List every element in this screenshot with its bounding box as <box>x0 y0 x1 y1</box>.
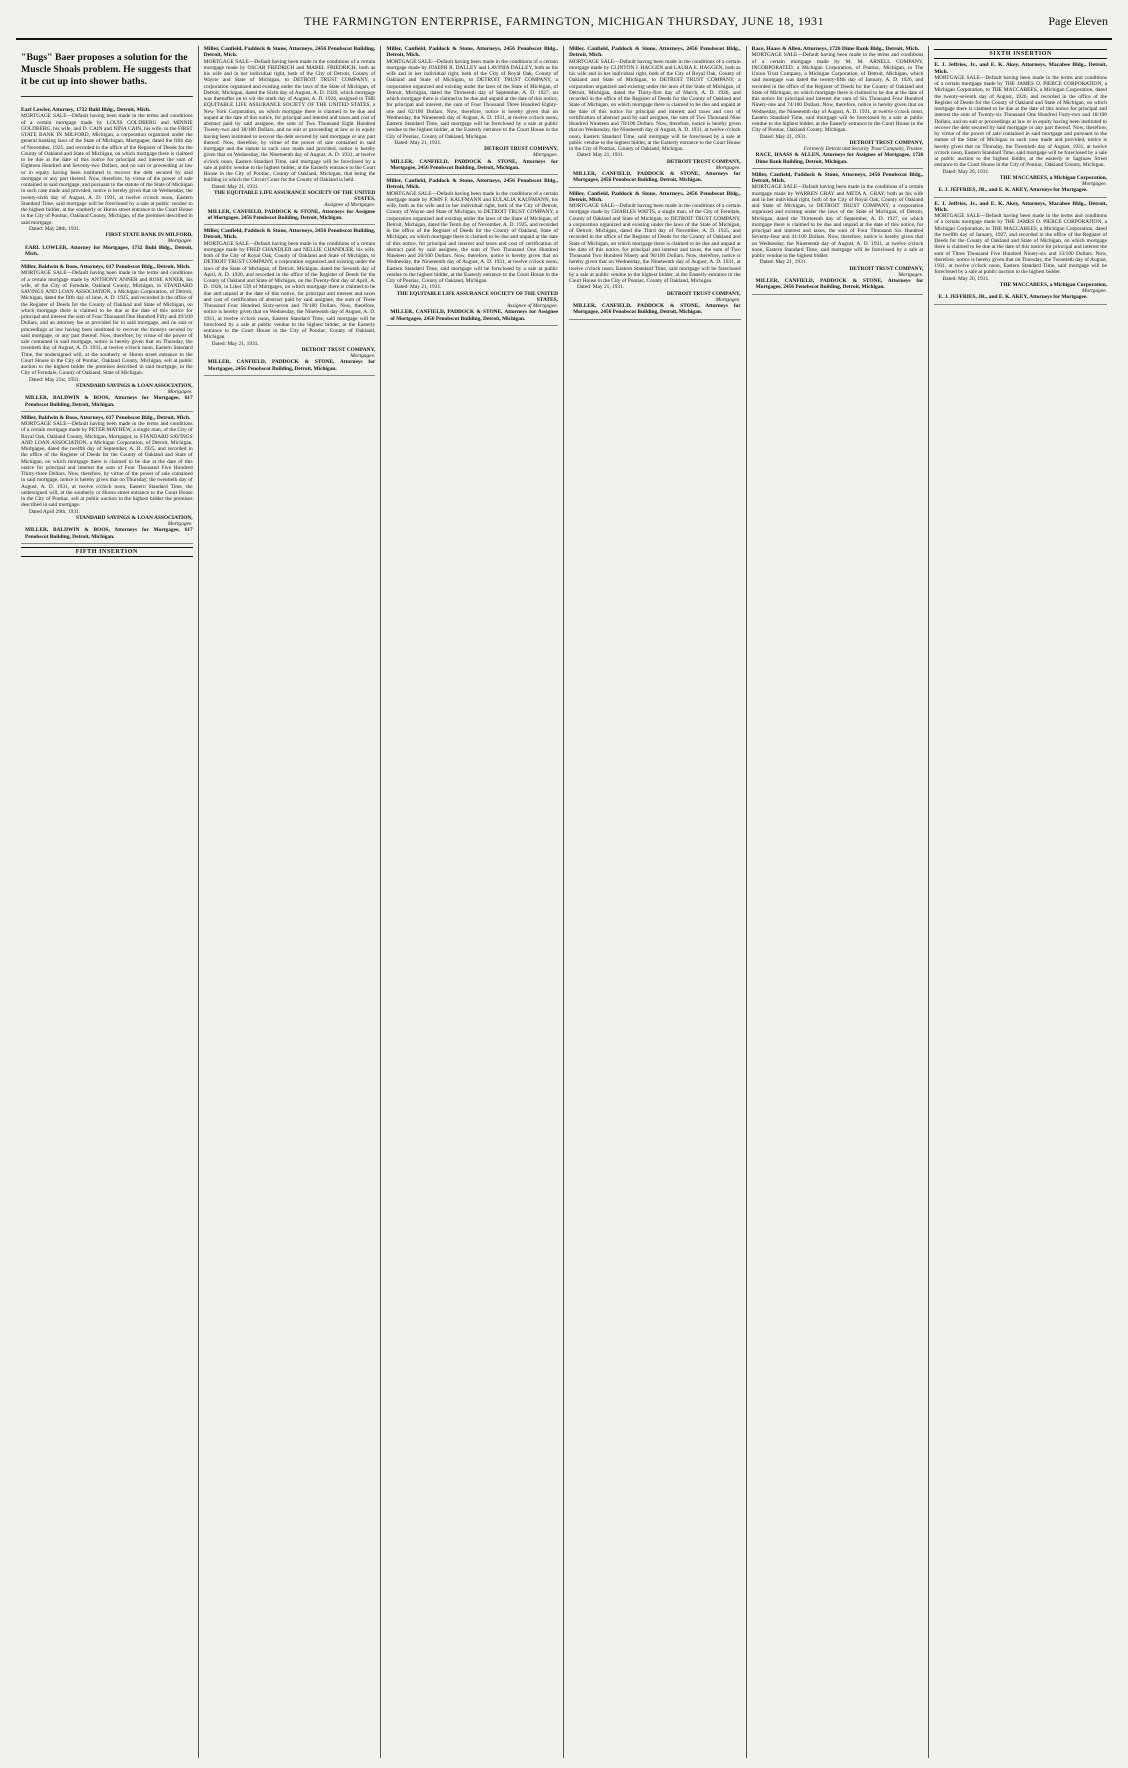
notice-signature: THE EQUITABLE LIFE ASSURANCE SOCIETY OF THE UNITED STATES, <box>396 290 558 303</box>
notice-signature: FIRST STATE BANK IN MILFORD, <box>105 232 193 238</box>
notice-body: MORTGAGE SALE—Default having been made in the conditions of a certain mortgage made by CHARLES WATTS, a single man, of the City of Ferndale, County of Oakland and State of Michigan, to DETROIT TRUST COMPANY, a corporation organized and existing under the laws of the State of Michigan, of Detroit, Michigan, dated the Third day of November, A. D. 1925, and recorded in the office of the Register of Deeds for the County of Oakland and State of Michigan, on which mortgage there is claimed to be due and unpaid at the date of this notice, for principal and interest and taxes, the sum of Two Thousand Two Hundred Ninety and 96/100 Dollars. Now, therefore, notice is hereby given that on Wednesday, the Nineteenth day of August, A. D. 1931, at twelve o'clock noon, Eastern Standard Time, said mortgage will be foreclosed by a sale at public vendue to the highest bidder, at the Easterly entrance to the Court House in the City of Pontiac, County of Oakland, Michigan. <box>569 203 741 284</box>
notice-date: Dated: May 21st, 1931. <box>29 376 80 383</box>
notice-body: MORTGAGE SALE—Default having been made in the conditions of a certain mortgage made by WARREN GRAY and META A. GRAY, both as his wife and in her individual right, both of the City of Royal Oak, County of Oakland and State of Michigan, to DETROIT TRUST COMPANY, a corporation organized and existing under the laws of the State of Michigan, of Detroit, Michigan, dated the Thirteenth day of September, A. D. 1927, on which mortgage there is claimed to be due and unpaid at the date of this notice, for principal and interest and taxes, the sum of Four Thousand Six Hundred Seventy-four and 41/100 Dollars. Now, therefore, notice is hereby given that on Wednesday, the Nineteenth day of August, A. D. 1931, at twelve o'clock noon, Eastern Standard Time, said mortgage will be foreclosed by a sale at public vendue to the highest bidder. <box>751 184 924 259</box>
notice-attorneys: MILLER, CANFIELD, PADDOCK & STONE, Attorneys for Assignee of Mortgagee, 2456 Penobscot Building, Detroit, Michigan. <box>207 208 376 221</box>
column-2 <box>199 46 382 1758</box>
notice-attorneys: MILLER, BALDWIN & BOOS, Attorneys for Mortgagee, 617 Penobscot Building, Detroit, Michigan. <box>25 395 193 408</box>
notice-role: Mortgagee. <box>350 353 376 359</box>
column-6 <box>929 46 1112 1758</box>
notice-body: MORTGAGE SALE—Default having been made in the terms and conditions of a certain mortgage made by LOUIS GOLDBERG and MINNIE GOLDBERG, his wife, and D. CAIN and NINA CAIN, his wife, to the FIRST STATE BANK IN MILFORD, Michigan, a corporation organized under the general banking laws of the State of Michigan, Mortgagee, dated the fifth day of November, 1925, and recorded in the office of the Register of Deeds for the County of Oakland and State of Michigan, on which mortgage there is claimed to be due at the date of this notice for principal and interest the sum of Eighteen Hundred and Seventy-two Dollars, and no suit or proceeding at law or in equity having been instituted to recover the debt secured by said mortgage or any part thereof. Now, therefore, by virtue of the power of sale contained in said mortgage, and pursuant to the statute of the State of Michigan in such case made and provided, notice is hereby given that on Wednesday, the twenty-sixth day of August, A. D. 1931, at twelve o'clock noon, Eastern Standard Time, said mortgage will be foreclosed by a sale at public vendue to the highest bidder, at the southerly or Huron street entrance to the Court House in the City of Pontiac, Oakland County, Michigan, of the premises described in said mortgage. <box>21 113 193 226</box>
notice-date: Dated: May 20, 1931. <box>942 275 990 282</box>
legal-notice <box>752 46 924 169</box>
notice-body: MORTGAGE SALE—Default having been made in the conditions of a certain mortgage made by OSCAR FREDRICH and MABEL FRIEDRICH, both as his wife and in her individual right, both of the City of Detroit, County of Wayne and State of Michigan, to DETROIT TRUST COMPANY, a corporation organized and existing under the laws of the State of Michigan, of Detroit, Michigan, dated the Sixth day of August, A. D. 1926, which mortgage was thereafter on to wit the ninth day of August, A. D. 1926, assigned to THE EQUITABLE LIFE ASSURANCE SOCIETY OF THE UNITED STATES, a New York Corporation, on which mortgage there is claimed to be due and unpaid at the date of this notice, for principal and interest and taxes and cost of abstract paid by said assignee, the sum of Two Thousand Eight Hundred Twenty-two and 38/100 Dollars, and no suit or proceeding at law or in equity having been instituted to recover the debt secured by said mortgage or any part thereof. Now, therefore, by virtue of the power of sale contained in said mortgage and the statute in such case made and provided, notice is hereby given that on Wednesday, the Nineteenth day of August, A. D. 1931, at twelve o'clock noon, Eastern Standard Time, said mortgage will be foreclosed by a sale at public vendue to the highest bidder, at the Easterly entrance to the Court House in the City of Pontiac, County of Oakland, Michigan, that being the building in which the Circuit Court for the County of Oakland is held. <box>203 58 376 184</box>
notice-body: MORTGAGE SALE—Default having been made in the terms and conditions of a certain mortgage made by PETER MAYHEW, a single man, of the City of Royal Oak, Oakland County, Michigan, Mortgagor, to STANDARD SAVINGS AND LOAN ASSOCIATION, a Michigan Corporation, of Detroit, Michigan, Mortgagee, dated the twelfth day of September, A. D. 1925, and recorded in the office of the Register of Deeds for the County of Oakland and State of Michigan, on which mortgage there is claimed to be due at the date of this notice for principal and interest the sum of Four Thousand Five Hundred Thirty-three Dollars. Now, therefore, by virtue of the power of sale contained in said mortgage, notice is hereby given that on Thursday, the twentieth day of August, A. D. 1931, at twelve o'clock noon, Eastern Standard Time, the undersigned will, at the southerly or Huron street entrance to the Court House in the City of Pontiac, sell at public auction to the highest bidder the premises described in said mortgage. <box>21 421 193 509</box>
notice-attorneys: E. J. JEFFRIES, JR., and E. K. AKEY, Attorneys for Mortgagee. <box>938 187 1088 194</box>
notice-body: MORTGAGE SALE—Default having been made in the terms and conditions of a certain mortgage made by THE JAMES O. PIERCE CORPORATION, a Michigan Corporation, to THE MACCABEES, a Michigan Corporation, dated the twelfth day of January, 1927, and recorded in the office of the Register of Deeds for the County of Oakland and State of Michigan, on which mortgage there is claimed to be due at the date of this notice for principal and interest the sum of Three Thousand Five Hundred Ninety-six and 33/100 Dollars. Now, therefore, notice is hereby given that on Thursday, the Twentieth day of August, 1931, at twelve o'clock noon, Eastern Standard Time, said mortgage will be foreclosed by a sale at public auction to the highest bidder. <box>934 213 1107 276</box>
notice-role: Mortgagee. <box>898 271 924 278</box>
notice-attorneys: MILLER, CANFIELD, PADDOCK & STONE, Attorneys for Mortgagee, 2456 Penobscot Building, Detroit, Michigan. <box>755 278 924 291</box>
notice-date: Dated: May 21, 1931. <box>394 139 442 146</box>
notice-role: Mortgagee. <box>1081 288 1107 294</box>
notice-heading: Miller, Canfield, Paddock & Stone, Attorneys, 2456 Penobscot Bldg., Detroit, Mich. <box>386 46 558 59</box>
notice-heading: Earl Lowler, Attorney, 1732 Buhl Bldg., Detroit, Mich. <box>21 107 151 113</box>
notice-signature: DETROIT TRUST COMPANY, <box>666 290 741 297</box>
legal-notice-columns <box>16 46 1112 1758</box>
notice-heading: Race, Haass & Allen, Attorneys, 1726 Dime Bank Bldg., Detroit, Mich. <box>751 46 920 52</box>
notice-attorneys: EARL LOWLER, Attorney for Mortgagee, 1732 Buhl Bldg., Detroit, Mich. <box>25 244 193 257</box>
notice-signature: STANDARD SAVINGS & LOAN ASSOCIATION, <box>75 382 193 389</box>
notice-attorneys: MILLER, CANFIELD, PADDOCK & STONE, Attorneys for Assignee of Mortgagee, 2456 Penobscot Building, Detroit, Michigan. <box>390 309 558 322</box>
notice-date: Dated April 29th, 1931. <box>29 508 81 515</box>
notice-body: MORTGAGE SALE—Default having been made in the terms and conditions of a certain mortgage made by THE JAMES O. PIERCE CORPORATION, a Michigan Corporation, to THE MACCABEES, a Michigan Corporation, dated the twenty-seventh day of August, 1926, and recorded in the office of the Register of Deeds for the County of Oakland and State of Michigan, on which mortgage there is claimed to be due at the date of this notice for principal and interest the sum of Twenty-six Thousand One Hundred Forty-two and 18/100 Dollars, and no suit or proceedings at law or in equity having been instituted to recover the debt secured by said mortgage or any part thereof. Now, therefore, by virtue of the power of sale contained in said mortgage and pursuant to the statute of the State of Michigan in such case made and provided, notice is hereby given that on Thursday, the Twentieth day of August, 1931, at twelve o'clock noon, Eastern Standard Time, said mortgage will be foreclosed by a sale at public auction to the highest bidder, at the easterly or Saginaw Street entrance to the Court House in the City of Pontiac, Oakland County, Michigan. <box>934 74 1107 169</box>
notice-role: Mortgagee. <box>532 152 558 159</box>
column-1 <box>16 46 199 1758</box>
masthead <box>16 14 1112 40</box>
notice-date: Dated: May 21, 1931. <box>394 284 442 291</box>
notice-attorneys: MILLER, CANFIELD, PADDOCK & STONE, Attorneys for Mortgagee, 2456 Penobscot Building, Detroit, Michigan. <box>207 359 376 372</box>
notice-body: MORTGAGE SALE—Default having been made in the conditions of a certain mortgage made by JOHN F. KAUFMANN and EULALIA KAUFMANN, his wife, both as his wife and in her individual right, both of the City of Detroit, County of Wayne and State of Michigan, to DETROIT TRUST COMPANY, a corporation organized and existing under the laws of the State of Michigan, of Detroit, Michigan, dated the Tenth day of November, A. D. 1925, and recorded in the office of the Register of Deeds for the County of Oakland, State of Michigan, on which mortgage there is claimed to be due and unpaid at the date of this notice, for principal and interest and taxes and cost of certification of abstract paid by said assignee, the sum of Two Thousand One Hundred Nineteen and 20/100 Dollars. Now, therefore, notice is hereby given that on Wednesday, the Nineteenth day of August, A. D. 1931, at twelve o'clock noon, Eastern Standard Time, said mortgage will be foreclosed by a sale at public vendue to the highest bidder, at the Easterly entrance to the Court House in the City of Pontiac, County of Oakland, Michigan. <box>386 190 558 284</box>
legal-notice <box>21 264 193 412</box>
legal-notice <box>21 107 193 261</box>
notice-heading: Miller, Canfield, Paddock & Stone, Attorneys, 2456 Penobscot Bldg., Detroit, Mich. <box>386 178 558 191</box>
legal-notice <box>569 46 741 188</box>
column-3 <box>381 46 564 1758</box>
newspaper-title: THE FARMINGTON ENTERPRISE, FARMINGTON, MICHIGAN THURSDAY, JUNE 18, 1931 <box>304 14 825 28</box>
notice-attorneys: MILLER, BALDWIN & BOOS, Attorneys for Mortgagee, 617 Penobscot Building, Detroit, Michigan. <box>25 527 193 540</box>
notice-date: Dated: May 21, 1931. <box>577 152 625 159</box>
notice-role: Mortgagee. <box>167 238 193 245</box>
notice-date: Dated: May 21, 1931. <box>759 259 807 266</box>
notice-role: Assignee of Mortgagee. <box>506 303 558 309</box>
notice-attorneys: RACE, HAASS & ALLEN, Attorneys for Assignee of Mortgagee, 1726 Dime Bank Building, Detroit, Michigan. <box>755 152 924 165</box>
column-5 <box>747 46 930 1758</box>
notice-heading: E. J. Jeffries, Jr., and E. K. Akey, Attorneys, Macabee Bldg., Detroit, Mich. <box>934 62 1107 75</box>
notice-heading: Miller, Baldwin & Boos, Attorneys, 617 Penobscot Bldg., Detroit, Mich. <box>21 264 191 270</box>
legal-notice <box>386 46 558 175</box>
notice-role: Mortgagee. <box>715 164 741 171</box>
notice-signature: STANDARD SAVINGS & LOAN ASSOCIATION, <box>75 514 193 521</box>
page-number: Page Eleven <box>1048 14 1108 28</box>
notice-date: Dated: May 28th, 1931. <box>29 225 81 232</box>
notice-date: Dated: May 20, 1931. <box>942 168 990 175</box>
notice-signature: DETROIT TRUST COMPANY, <box>849 265 924 272</box>
notice-date: Dated: May 21, 1931. <box>211 183 259 190</box>
legal-notice <box>569 191 741 320</box>
notice-signature: DETROIT TRUST COMPANY, <box>666 158 741 165</box>
notice-signature: THE EQUITABLE LIFE ASSURANCE SOCIETY OF THE UNITED STATES, <box>214 189 376 202</box>
notice-body: MORTGAGE SALE—Default having been made in the conditions of a certain mortgage made by JOSEPH R. DALLEY and LAVINIA DALLEY, both as his wife and in her individual right, both of the City of Royal Oak, County of Oakland and State of Michigan, to DETROIT TRUST COMPANY, a corporation organized and existing under the laws of the State of Michigan, of Detroit, Michigan, dated the Thirteenth day of September, A. D. 1927, on which mortgage there is claimed to be due and unpaid at the date of this notice, for principal and interest, the sum of Four Thousand Three Hundred Eighty-one and 62/100 Dollars. Now, therefore, notice is hereby given that on Wednesday, the Nineteenth day of August, A. D. 1931, at twelve o'clock noon, Eastern Standard Time, said mortgage will be foreclosed by a sale at public vendue to the highest bidder, at the Easterly entrance to the Court House in the City of Pontiac, County of Oakland, Michigan. <box>386 58 558 140</box>
notice-body: MORTGAGE SALE—Default having been made in the conditions of a certain mortgage made by FRED CHANDLER and NELLIE CHANDLER, his wife, both of the City of Royal Oak, County of Oakland and State of Michigan, to DETROIT TRUST COMPANY, a corporation organized and existing under the laws of the State of Michigan, of Detroit, Michigan, dated the Seventh day of April, A. D. 1926, and recorded in the office of the Register of Deeds for the County of Oakland and State of Michigan, on the Twenty-first day of April, A. D. 1926, in Liber 539 of Mortgages, on which mortgage there is claimed to be due and unpaid at the date of this notice, for principal and interest and taxes and cost of certification of abstract paid by said assignee, the sum of Three Thousand Four Hundred Sixty-seven and 70/100 Dollars. Now, therefore, notice is hereby given that on Wednesday, the Nineteenth day of August, A. D. 1931, at twelve o'clock noon, Eastern Standard Time, said mortgage will be foreclosed by a sale at public vendue to the highest bidder, at the Easterly entrance to the Court House in the City of Pontiac, County of Oakland, Michigan. <box>203 240 376 341</box>
notice-signature: DETROIT TRUST COMPANY, <box>849 139 924 146</box>
legal-notice <box>386 178 558 326</box>
notice-role: Mortgagee. <box>167 521 193 527</box>
notice-heading: Miller, Canfield, Paddock & Stone, Attorneys, 2456 Penobscot Building, Detroit, Mich. <box>203 228 376 241</box>
legal-notice <box>204 46 376 225</box>
notice-signature: DETROIT TRUST COMPANY, <box>484 146 558 152</box>
section-heading-fifth-insertion: FIFTH INSERTION <box>21 547 193 557</box>
notice-heading: Miller, Canfield, Paddock & Stone, Attorneys, 2456 Penobscot Bldg., Detroit, Mich. <box>569 190 741 203</box>
lead-item: "Bugs" Baer proposes a solution for the Muscle Shoals problem. He suggests that it be cut up into shower baths. <box>21 52 193 97</box>
notice-body: MORTGAGE SALE—Default having been made in the terms and conditions of a certain mortgage made by M. M. ARNELL COMPANY, INCORPORATED, a Michigan Corporation, of Pontiac, Michigan, to The Union Trust Company, a Michigan Corporation, of Detroit, Michigan, which said mortgage was dated the twenty-fifth day of January, A. D. 1926, and recorded in the office of the Register of Deeds for the County of Oakland and State of Michigan, on which mortgage there is claimed to be due at the date of this notice for principal and interest the sum of Six Thousand Four Hundred Ninety-one and 74/100 Dollars. Now, therefore, notice is hereby given that on Wednesday, the Nineteenth day of August, A. D. 1931, at twelve o'clock noon, Eastern Standard Time, said mortgage will be foreclosed by a sale at public vendue to the highest bidder, at the Easterly entrance to the Court House in the City of Pontiac, Oakland County, Michigan. <box>751 52 924 134</box>
notice-attorneys: E. J. JEFFRIES, JR., and E. K. AKEY, Attorneys for Mortgagee. <box>938 294 1088 301</box>
notice-date: Dated: May 21, 1931. <box>577 284 625 291</box>
section-heading-sixth-insertion: SIXTH INSERTION <box>934 49 1107 59</box>
notice-signature: THE MACCABEES, a Michigan Corporation, <box>999 174 1107 181</box>
column-4 <box>564 46 747 1758</box>
legal-notice <box>21 415 193 544</box>
notice-attorneys: MILLER, CANFIELD, PADDOCK & STONE, Attorneys for Mortgagee, 2456 Penobscot Building, Detroit, Michigan. <box>573 171 741 184</box>
notice-signature: DETROIT TRUST COMPANY, <box>301 346 376 353</box>
notice-body: MORTGAGE SALE—Default having been made in the terms and conditions of a certain mortgage made by ANTHONY ANNER and ROSE ANNER, his wife, of the City of Ferndale, Oakland County, Michigan, to STANDARD SAVINGS AND LOAN ASSOCIATION, a Michigan Corporation, of Detroit, Michigan, dated the fifth day of June, A. D. 1925, and recorded in the office of the Register of Deeds for the County of Oakland and State of Michigan, on which mortgage there is claimed to be due at the date of this notice for principal and interest the sum of Four Thousand One Hundred Fifty and 49/100 Dollars, and an attorney fee as provided for in said mortgage, and no suit or proceedings at law having been instituted to recover the moneys secured by said mortgage, or any part thereof. Now, therefore, by virtue of the power of sale contained in said mortgage, notice is hereby given that on Thursday, the twentieth day of August, A. D. 1931, at twelve o'clock noon, Eastern Standard Time, the undersigned will, at the southerly or Huron street entrance to the Court House in the City of Pontiac, Oakland County, Michigan, sell at public auction to the highest bidder the premises described in said mortgage, in the City of Ferndale, County of Oakland, State of Michigan. <box>21 270 193 377</box>
notice-date: Dated: May 21, 1931. <box>759 133 807 140</box>
notice-role: Mortgagee. <box>715 296 741 303</box>
legal-notice <box>204 228 376 376</box>
notice-role: Formerly Detroit and Security Trust Company, Trustee. <box>803 146 924 152</box>
notice-heading: Miller, Canfield, Paddock & Stone, Attorneys, 2456 Penobscot Bldg., Detroit, Mich. <box>569 46 741 59</box>
legal-notice <box>752 172 924 295</box>
notice-attorneys: MILLER, CANFIELD, PADDOCK & STONE, Attorneys for Mortgagee, 2456 Penobscot Building, Detroit, Michigan. <box>573 303 741 316</box>
notice-role: Mortgagee. <box>167 389 193 395</box>
notice-heading: Miller, Canfield, Paddock & Stone, Attorneys, 2456 Penobscot Bldg., Detroit, Mich. <box>751 171 924 184</box>
notice-attorneys: MILLER, CANFIELD, PADDOCK & STONE, Attorneys for Mortgagee, 2456 Penobscot Building, Detroit, Michigan. <box>390 158 558 171</box>
legal-notice <box>934 62 1107 197</box>
notice-date: Dated: May 21, 1931. <box>211 340 259 347</box>
notice-role: Mortgagee. <box>1081 181 1107 187</box>
notice-body: MORTGAGE SALE—Default having been made in the conditions of a certain mortgage made by CLINTON J. HAGGEN and LAURA E. HAGGEN, both as his wife and in her individual right, both of the City of Royal Oak, County of Oakland and State of Michigan, to DETROIT TRUST COMPANY, a corporation organized and existing under the laws of the State of Michigan, of Detroit, Michigan, dated the Thirty-first day of March, A. D. 1926, and recorded in the office of the Register of Deeds for the County of Oakland and State of Michigan, on which mortgage there is claimed to be due and unpaid at the date of this notice for principal and interest and taxes and cost of certification of abstract paid by said assignee, the sum of Two Thousand Nine Hundred Nineteen and 78/100 Dollars. Now, therefore, notice is hereby given that on Wednesday, the Nineteenth day of August, A. D. 1931, at twelve o'clock noon, Eastern Standard Time, said mortgage will be foreclosed by a sale at public vendue to the highest bidder, at the Easterly entrance to the Court House in the City of Pontiac, County of Oakland, Michigan. <box>569 58 741 152</box>
notice-signature: THE MACCABEES, a Michigan Corporation, <box>999 281 1107 288</box>
notice-heading: Miller, Canfield, Paddock & Stone, Attorneys, 2456 Penobscot Building, Detroit, Mich. <box>203 46 376 59</box>
notice-heading: Miller, Baldwin & Boos, Attorneys, 617 Penobscot Bldg., Detroit, Mich. <box>21 414 191 421</box>
legal-notice <box>934 201 1107 305</box>
notice-heading: E. J. Jeffries, Jr., and E. K. Akey, Attorneys, Macabee Bldg., Detroit, Mich. <box>934 200 1107 213</box>
notice-role: Assignee of Mortgagee. <box>324 202 376 209</box>
